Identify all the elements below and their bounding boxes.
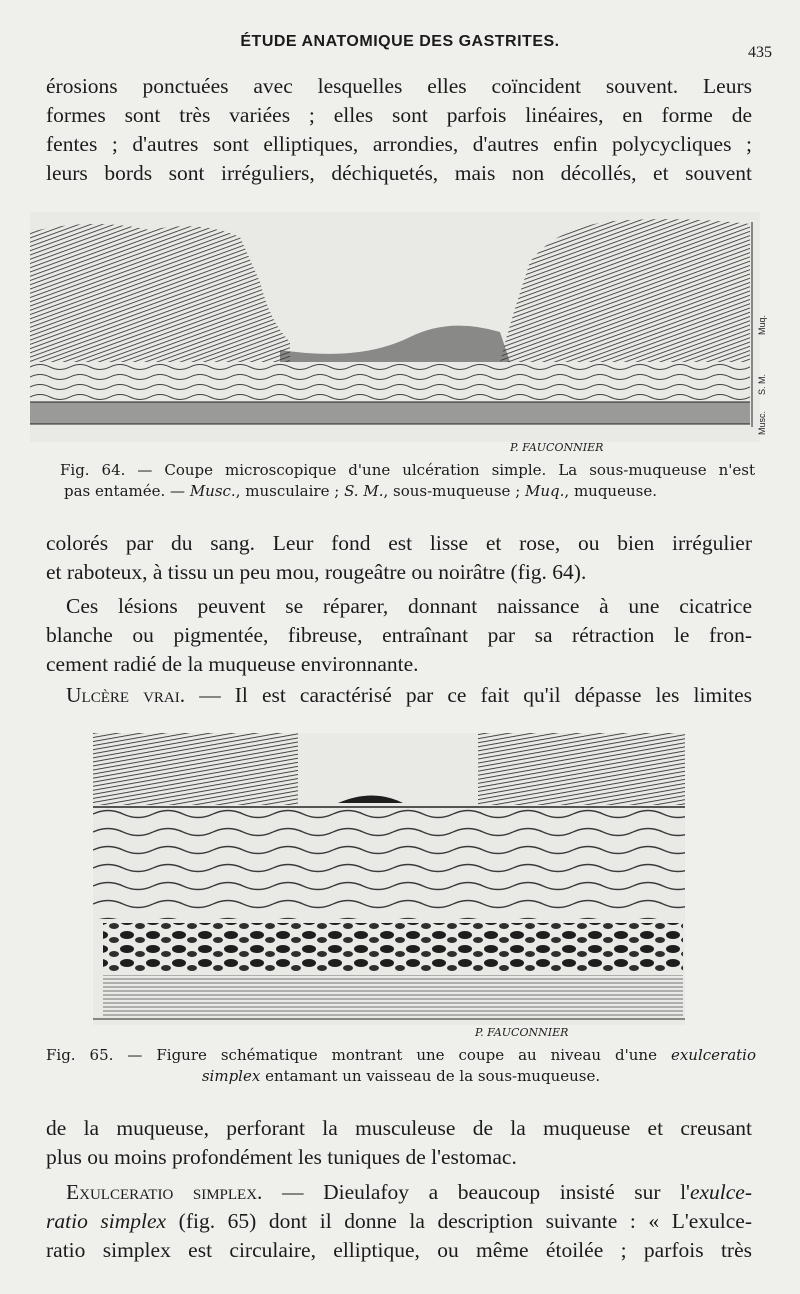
text-line: colorés par du sang. Leur fond est lisse et rose, ou bien irrégulier — [46, 531, 752, 555]
caption-text: , musculaire ; — [235, 482, 345, 500]
text-run: (fig. 65) dont il donne la description suivante : « L'exulce- — [166, 1209, 752, 1233]
running-title: ÉTUDE ANATOMIQUE DES GASTRITES. — [240, 33, 560, 50]
figure-64-illustration — [30, 212, 760, 442]
caption-line: Fig. 64. — Coupe microscopique d'une ulcération simple. La sous-muqueuse n'est — [60, 461, 755, 479]
text-line: et raboteux, à tissu un peu mou, rougeâtre ou noirâtre (fig. 64). — [46, 560, 587, 584]
label-muqueuse: Muq. — [757, 314, 767, 335]
caption-text: pas entamée. — — [64, 482, 190, 500]
caption-line — [60, 481, 755, 502]
label-musculaire: Musc. — [757, 410, 767, 435]
paragraph-5 — [46, 1114, 752, 1172]
text-italic: exulce- — [689, 1180, 752, 1204]
caption-line — [46, 1045, 756, 1066]
caption-italic: simplex — [201, 1067, 261, 1085]
caption-abbrev: Muq. — [525, 482, 565, 500]
text-line: blanche ou pigmentée, fibreuse, entraînant par sa rétraction le fron- — [46, 623, 752, 647]
text-line — [46, 1178, 752, 1207]
ulceration-section-drawing — [30, 212, 760, 442]
paragraph-6 — [46, 1178, 752, 1265]
caption-text: Fig. 65. — Figure schématique montrant une coupe au niveau d'une — [46, 1046, 671, 1064]
text-line: formes sont très variées ; elles sont parfois linéaires, en forme de — [46, 103, 752, 127]
text-italic: ratio simplex — [46, 1209, 167, 1233]
paragraph-1 — [46, 72, 752, 188]
section-term: Ulcère vrai. — [66, 683, 186, 707]
exulceratio-section-drawing — [93, 733, 685, 1025]
paragraph-2 — [46, 529, 752, 587]
illustrator-signature: P. FAUCONNIER — [510, 441, 604, 454]
text-run: — Il est caractérisé par ce fait qu'il dépasse les limites — [185, 683, 752, 707]
figure-65-illustration — [93, 733, 685, 1025]
text-line: fentes ; d'autres sont elliptiques, arrondies, d'autres enfin polycycliques ; — [46, 132, 752, 156]
caption-text: , sous-muqueuse ; — [383, 482, 526, 500]
caption-abbrev: Musc. — [189, 482, 236, 500]
section-term: Exulceratio simplex. — [66, 1180, 263, 1204]
caption-line — [46, 1066, 756, 1087]
text-line: ratio simplex est circulaire, elliptique, ou même étoilée ; parfois très — [46, 1238, 752, 1262]
text-line — [46, 1207, 752, 1236]
caption-text: entamant un vaisseau de la sous-muqueuse. — [260, 1067, 601, 1085]
paragraph-4 — [46, 681, 752, 710]
caption-text: , muqueuse. — [564, 482, 657, 500]
text-line: leurs bords sont irréguliers, déchiquetés, mais non décollés, et souvent — [46, 161, 752, 185]
paragraph-3 — [46, 592, 752, 679]
caption-italic: exulceratio — [670, 1046, 756, 1064]
text-run: — Dieulafoy a beaucoup insisté sur l' — [262, 1180, 690, 1204]
caption-abbrev: S. M. — [344, 482, 384, 500]
page-number: 435 — [748, 44, 772, 61]
illustrator-signature: P. FAUCONNIER — [475, 1026, 569, 1039]
text-line: de la muqueuse, perforant la musculeuse de la muqueuse et creusant — [46, 1116, 752, 1140]
figure-64-caption — [60, 460, 755, 502]
text-line: Ces lésions peuvent se réparer, donnant naissance à une cicatrice — [66, 594, 752, 618]
figure-65-caption — [46, 1045, 756, 1087]
text-line: plus ou moins profondément les tuniques de l'estomac. — [46, 1145, 517, 1169]
label-sous-muqueuse: S. M. — [757, 373, 767, 395]
text-line: cement radié de la muqueuse environnante. — [46, 652, 419, 676]
text-line: érosions ponctuées avec lesquelles elles coïncident souvent. Leurs — [46, 74, 752, 98]
text-line — [46, 681, 752, 710]
